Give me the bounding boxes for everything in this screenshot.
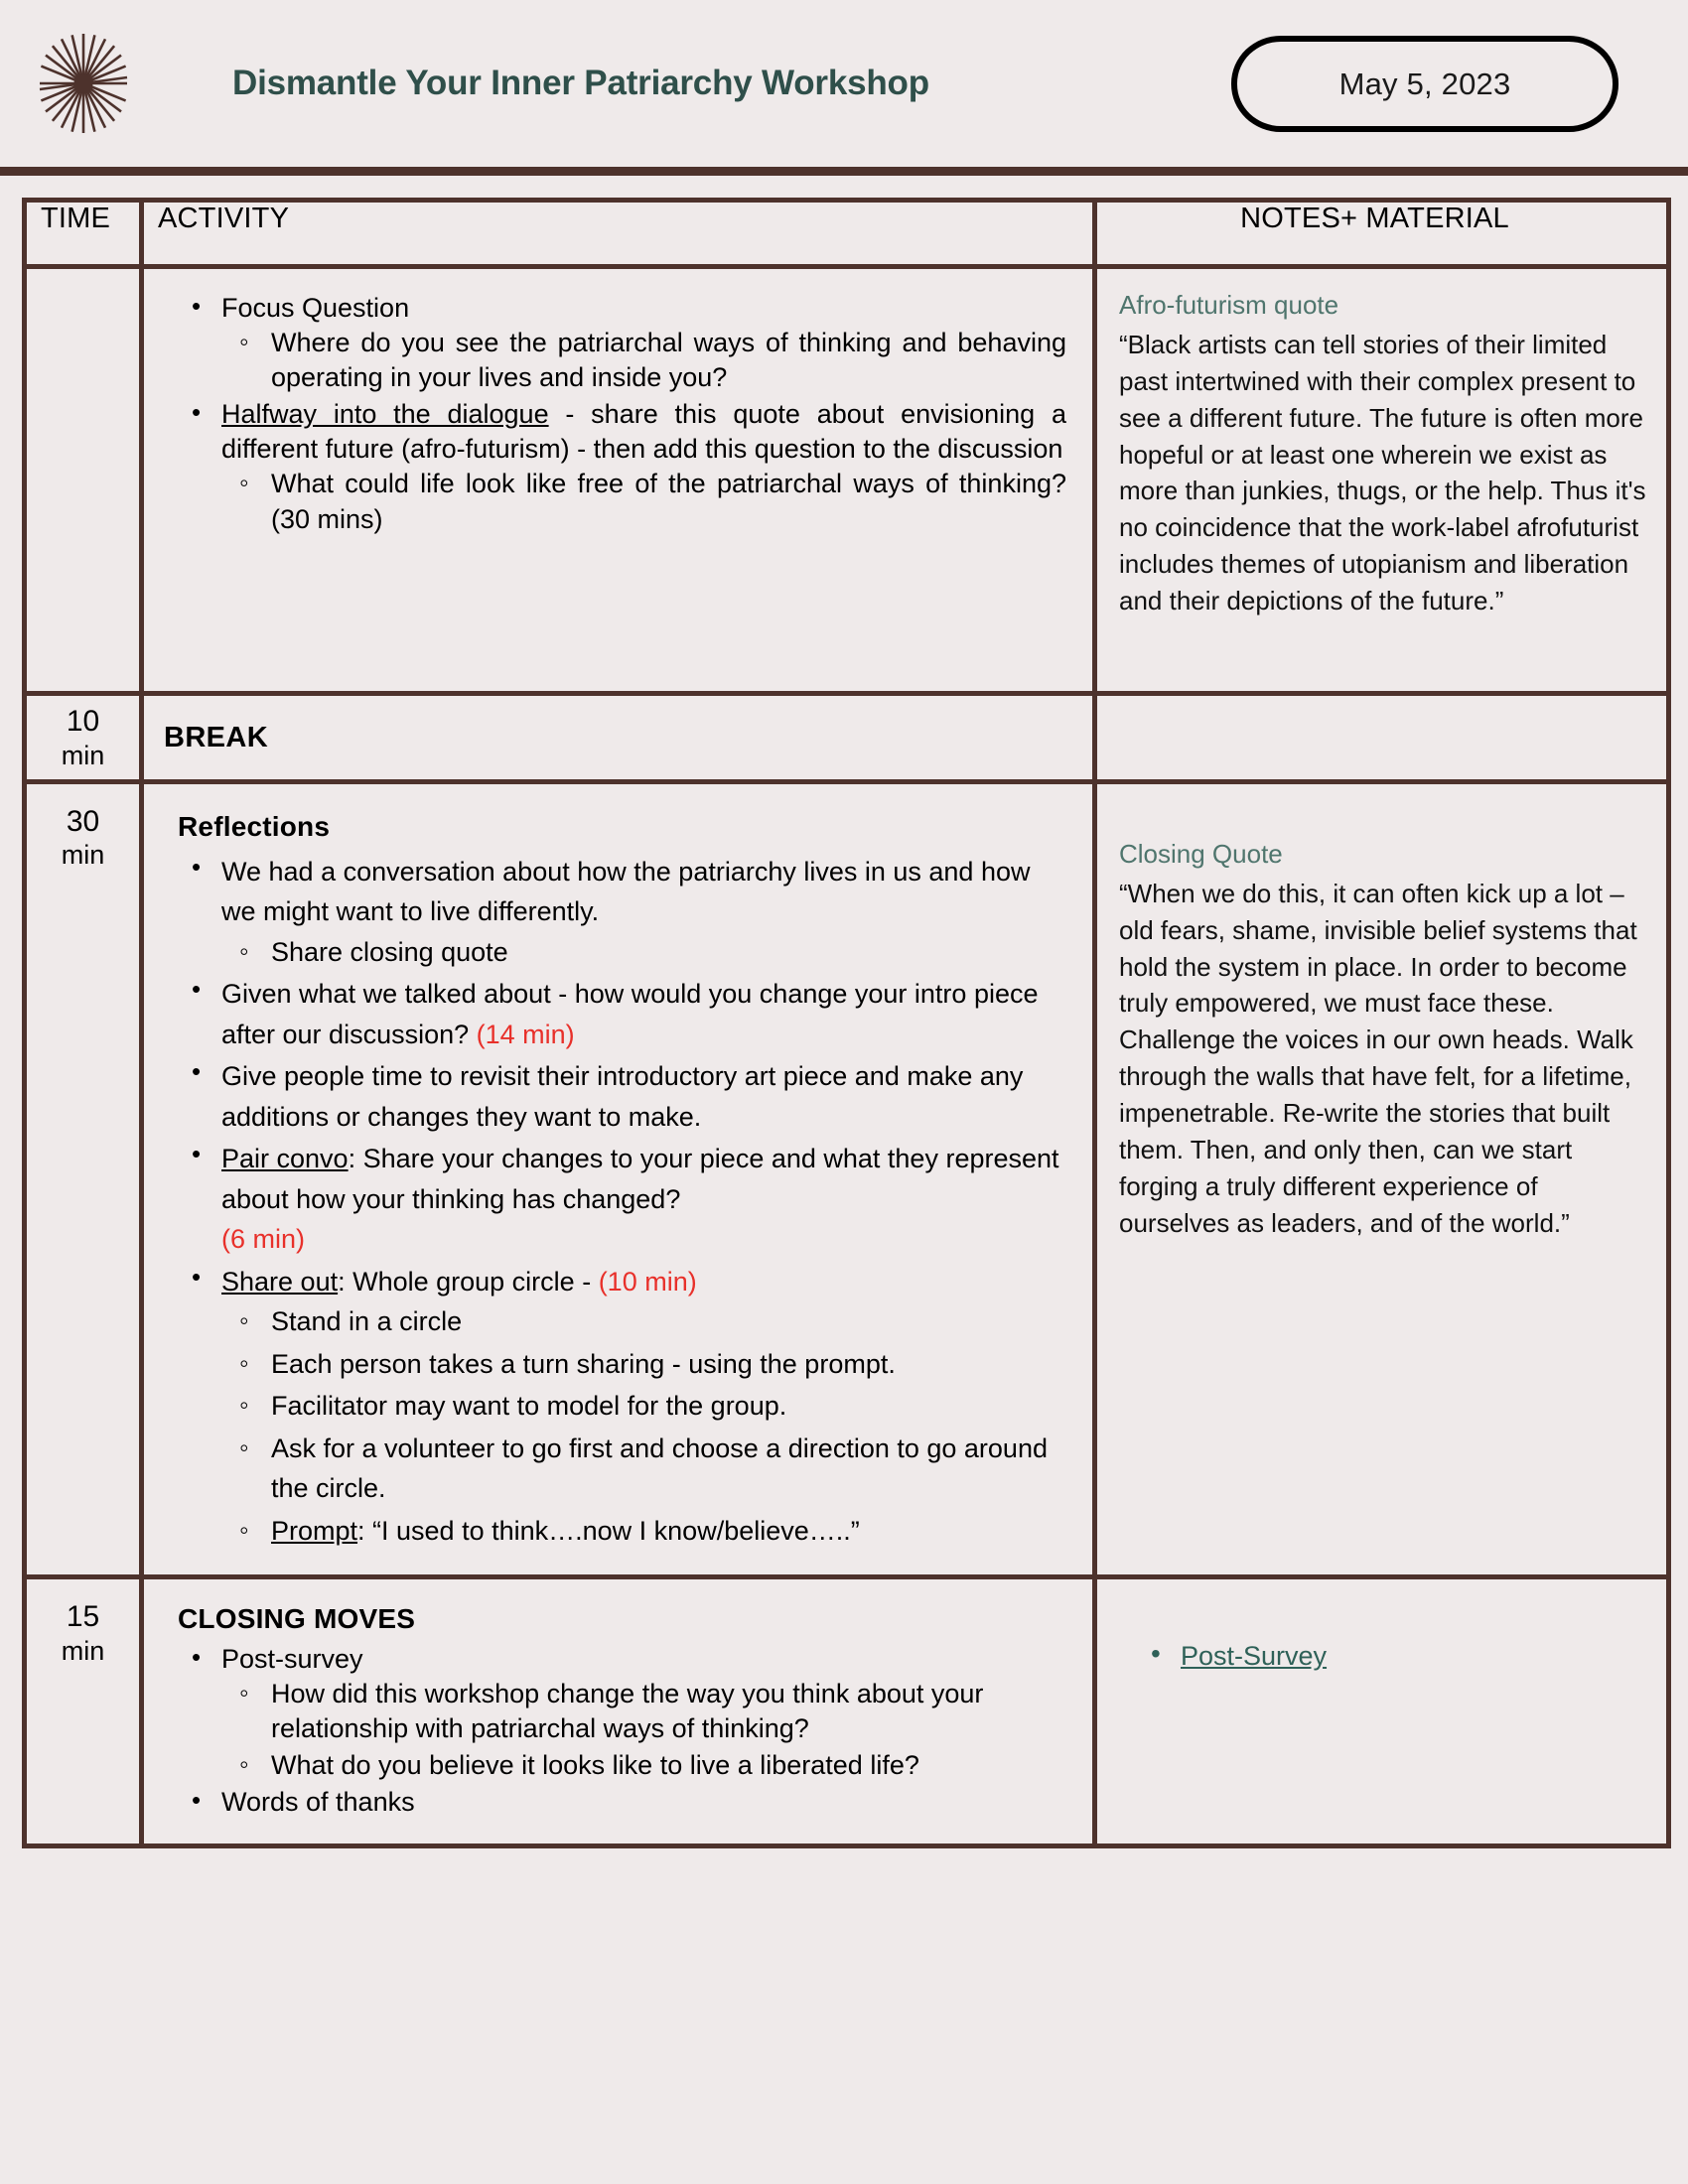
time-unit: min — [61, 840, 105, 871]
notes-cell — [1095, 694, 1669, 782]
bullet-text: Focus Question — [221, 293, 410, 323]
page-title: Dismantle Your Inner Patriarchy Workshop — [232, 64, 929, 102]
sub-bullet-text: What could life look like free of the patriarchal ways of thinking? (30 mins) — [271, 469, 1066, 534]
list-item — [271, 1511, 1066, 1552]
list-item — [221, 852, 1066, 973]
bullet-underlined-lead: Share out — [221, 1266, 339, 1297]
bullet-text: - share this quote about envisioning a different future (afro-futurism) - then add this question to the discussion — [221, 399, 1066, 465]
list-item — [221, 397, 1066, 536]
sub-bullet-text: Ask for a volunteer to go first and choose a direction to go around the circle. — [271, 1433, 1048, 1504]
time-cell — [25, 694, 142, 782]
column-header-time — [25, 201, 142, 267]
bullet-text: : Share your changes to your piece and what they represent about how your thinking has changed? — [221, 1144, 1059, 1214]
list-item — [271, 1344, 1066, 1385]
column-header-notes-label: NOTES+ MATERIAL — [1240, 203, 1509, 234]
activity-heading: Reflections — [178, 810, 331, 842]
time-annotation: (6 min) — [221, 1224, 306, 1255]
sub-bullet-text: Where do you see the patriarchal ways of thinking and behaving operating in your lives and inside you? — [271, 328, 1066, 393]
notes-cell — [1095, 1577, 1669, 1846]
date-text: May 5, 2023 — [1338, 66, 1511, 101]
list-item — [221, 1139, 1066, 1260]
list-item — [221, 1056, 1066, 1137]
list-item — [271, 1386, 1066, 1427]
column-header-activity — [142, 201, 1095, 267]
bullet-underlined-lead: Halfway into the dialogue — [221, 399, 549, 430]
sub-bullet-text: Facilitator may want to model for the group. — [271, 1391, 787, 1422]
bullet-text: Words of thanks — [221, 1787, 415, 1818]
time-cell — [25, 267, 142, 694]
list-item — [221, 1262, 1066, 1552]
activity-bullet-list — [166, 852, 1066, 1552]
list-item — [271, 467, 1066, 536]
sub-bullet-text: Each person takes a turn sharing - using the prompt. — [271, 1348, 896, 1379]
activity-cell — [142, 1577, 1095, 1846]
table-row — [25, 1577, 1669, 1846]
list-item — [271, 932, 1066, 973]
activity-sub-list — [221, 467, 1066, 536]
bullet-text: We had a conversation about how the patriarchy lives in us and how we might want to live differently. — [221, 856, 1031, 927]
list-item — [221, 1785, 1066, 1820]
list-item — [271, 1429, 1066, 1509]
sunburst-icon — [36, 30, 131, 137]
column-header-time-label: TIME — [41, 203, 111, 234]
list-item — [271, 1301, 1066, 1342]
activity-cell — [142, 781, 1095, 1577]
time-unit: min — [61, 1635, 105, 1666]
time-value: 15 — [66, 1600, 100, 1634]
sub-bullet-text: : “I used to think….now I know/believe…..” — [357, 1515, 860, 1546]
column-header-activity-label: ACTIVITY — [158, 203, 290, 234]
bullet-text: Post-survey — [221, 1643, 363, 1674]
list-item — [221, 291, 1066, 395]
bullet-underlined-lead: Pair convo — [221, 1144, 349, 1174]
list-item — [1181, 1637, 1646, 1675]
sub-bullet-underlined-lead: Prompt — [271, 1515, 358, 1546]
activity-bullet-list — [166, 291, 1066, 537]
sub-bullet-text: Stand in a circle — [271, 1306, 463, 1337]
bullet-text: Given what we talked about - how would you change your intro piece after our discussion? — [221, 979, 1039, 1049]
table-row — [25, 694, 1669, 782]
header-divider — [0, 167, 1688, 176]
activity-sub-list — [221, 1677, 1066, 1783]
table-header-row — [25, 201, 1669, 267]
sub-bullet-text: Share closing quote — [271, 936, 508, 967]
time-cell — [25, 781, 142, 1577]
list-item — [271, 326, 1066, 395]
notes-link-list — [1119, 1637, 1646, 1675]
notes-body: “When we do this, it can often kick up a lot – old fears, shame, invisible belief systems that hold the system in place. In order to become truly empowered, we must face these. Challenge the voices in our own heads. Walk through the walls that have felt, for a lifetime, impenetrable. Re-write the stories that built them. Then, and only then, can we start forging a truly different experience of ourselves as leaders, and of the world.” — [1119, 878, 1637, 1238]
column-header-notes — [1095, 201, 1669, 267]
bullet-text: Give people time to revisit their introductory art piece and make any additions or changes they want to make. — [221, 1061, 1024, 1132]
activity-sub-list — [221, 326, 1066, 395]
activity-heading: BREAK — [164, 722, 269, 753]
activity-heading: CLOSING MOVES — [178, 1603, 416, 1635]
list-item — [221, 974, 1066, 1054]
table-row — [25, 781, 1669, 1577]
page-header — [0, 0, 1688, 167]
activity-cell — [142, 267, 1095, 694]
time-cell — [25, 1577, 142, 1846]
activity-cell — [142, 694, 1095, 782]
sub-bullet-text: How did this workshop change the way you think about your relationship with patriarchal ways of thinking? — [271, 1678, 984, 1744]
date-badge — [1231, 36, 1618, 132]
list-item — [271, 1748, 1066, 1783]
notes-cell — [1095, 267, 1669, 694]
time-unit: min — [61, 740, 105, 770]
table-row — [25, 267, 1669, 694]
sub-bullet-text: What do you believe it looks like to live a liberated life? — [271, 1750, 919, 1781]
notes-label: Afro-futurism quote — [1119, 290, 1339, 320]
time-value: 10 — [66, 705, 100, 738]
activity-bullet-list — [166, 1642, 1066, 1820]
agenda-table-wrapper — [0, 176, 1688, 1848]
post-survey-link[interactable]: Post-Survey — [1181, 1641, 1328, 1672]
activity-sub-list — [221, 932, 1066, 973]
notes-body — [1097, 696, 1666, 736]
activity-sub-list — [221, 1301, 1066, 1551]
notes-cell — [1095, 781, 1669, 1577]
time-annotation: (14 min) — [476, 1019, 575, 1049]
notes-body: “Black artists can tell stories of their limited past intertwined with their complex present to see a different future. The future is often more hopeful or at least one wherein we exist as more than junkies, thugs, or the help. Thus it's no coincidence that the work-label afrofuturist includes themes of utopianism and liberation and their depictions of the future.” — [1119, 329, 1646, 616]
time-annotation: (10 min) — [598, 1266, 697, 1297]
agenda-table — [22, 198, 1671, 1848]
list-item — [221, 1642, 1066, 1783]
notes-label: Closing Quote — [1119, 838, 1283, 869]
list-item — [271, 1677, 1066, 1746]
bullet-text: : Whole group circle - — [338, 1266, 599, 1297]
time-value: 30 — [66, 804, 100, 838]
